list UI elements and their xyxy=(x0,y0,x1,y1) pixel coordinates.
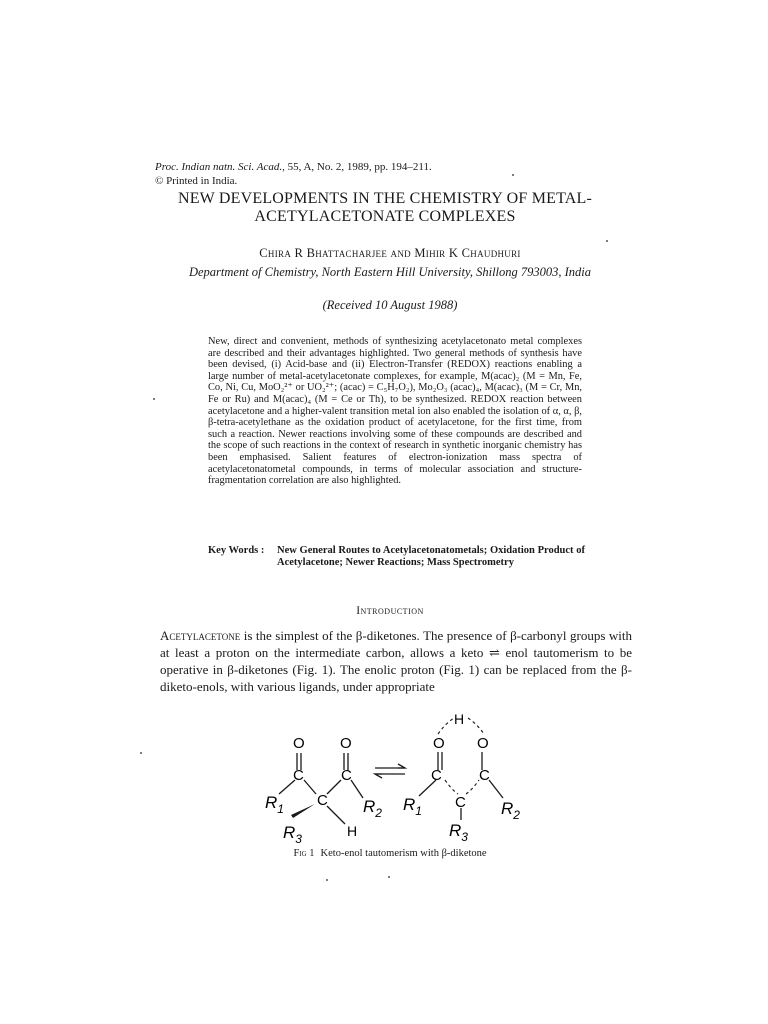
enol-atom-h: H xyxy=(454,711,465,727)
lead-word: Acetylacetone xyxy=(160,628,241,643)
title-line-1: NEW DEVELOPMENTS IN THE CHEMISTRY OF METAL- xyxy=(177,190,593,207)
keto-atom-o-left: O xyxy=(293,735,305,752)
enol-bond-r2 xyxy=(489,780,503,798)
keto-atom-c-left: C xyxy=(293,767,304,784)
scan-speck xyxy=(140,752,142,754)
enol-delocalized-left xyxy=(445,780,458,794)
enol-atom-c-right: C xyxy=(479,767,490,784)
keto-atom-c-center: C xyxy=(317,792,328,809)
enol-hbond-right xyxy=(468,718,484,734)
enol-hbond-left xyxy=(438,718,454,734)
scan-speck xyxy=(388,876,390,878)
scan-speck xyxy=(606,240,608,242)
keywords: New General Routes to Acetylacetonatometals; Oxidation Product of Acetylacetone; Newer Reactions; Mass Spectrometry xyxy=(277,545,585,568)
article-title xyxy=(140,190,630,226)
keto-bond-r2 xyxy=(351,780,363,798)
affiliation: Department of Chemistry, North Eastern Hill University, Shillong 793003, India xyxy=(188,265,592,279)
scan-speck xyxy=(512,174,514,176)
authors: Chira R Bhattacharjee and Mihir K Chaudhuri xyxy=(259,246,521,260)
enol-atom-c-center: C xyxy=(455,794,466,811)
keto-atom-h: H xyxy=(347,823,358,839)
enol-label-r3: $R_3$ xyxy=(449,821,468,844)
keto-label-r1: $R_1$ xyxy=(265,793,284,816)
enol-atom-c-left: C xyxy=(431,767,442,784)
figure-caption-text: Keto-enol tautomerism with β-diketone xyxy=(320,848,487,859)
abstract: New, direct and convenient, methods of synthesizing acetylacetonato metal complexes are described and their advantages highlighted. Two general methods of synthesis have been devised, (i) Acid-base and (ii) Electron-Transfer (REDOX) reactions enabling a large number of metal-acetylacetonate complexes, for example, M(acac)₂ (M = Mn, Fe, Co, Ni, Cu, MoO₂²⁺ or UO₂²⁺; (acac) = C₅H₇O₂), Mo₂O₃ (acac)₄, M(acac)₃ (M = Cr, Mn, Fe or Ru) and M(acac)₄ (M = Ce or Th), to be synthesized. REDOX reaction between acetylacetone and a higher-valent transition metal ion also enabled the isolation of α, α, β, β-tetra-acetylethane as the oxidation product of acetylacetone, for the first time, from such a reaction. Newer reactions involving some of these compounds are described and the scope of such reactions in the context of research in synthetic inorganic chemistry has been emphasised. Salient features of electron-ionization mass spectra of acetylacetonatometal compounds, in terms of molecular association and structure-fragmentation correlation are also highlighted. xyxy=(208,336,582,487)
citation xyxy=(155,161,432,174)
enol-atom-o-right: O xyxy=(477,735,489,752)
keto-label-r2: $R_2$ xyxy=(363,797,382,820)
enol-atom-o-left: O xyxy=(433,735,445,752)
keto-bond-h xyxy=(327,806,345,824)
citation-journal: Proc. Indian natn. Sci. Acad., xyxy=(155,161,285,173)
keto-atom-o-right: O xyxy=(340,735,352,752)
printed-notice: © Printed in India. xyxy=(155,175,238,187)
keto-label-r3: $R_3$ xyxy=(283,823,302,846)
keywords-label: Key Words : xyxy=(208,545,265,556)
enol-label-r2: $R_2$ xyxy=(501,799,520,822)
section-heading-introduction: Introduction xyxy=(356,605,424,617)
figure-caption xyxy=(150,848,630,859)
keto-atom-c-right: C xyxy=(341,767,352,784)
keto-wedge-bond-r3 xyxy=(291,804,315,818)
introduction-paragraph xyxy=(160,627,632,695)
enol-label-r1: $R_1$ xyxy=(403,795,422,818)
figure-label: Fig 1 xyxy=(293,848,315,859)
scan-speck xyxy=(153,398,155,400)
introduction-text: is the simplest of the β-diketones. The presence of β-carbonyl groups with at least a proton on the intermediate carbon, allows a keto ⇌ enol tautomerism to be operative in β-diketones (Fig. 1). The enolic proton (Fig. 1) can be replaced from the β-diketo-enols, with various ligands, under appropriate xyxy=(160,628,632,694)
figure-keto-enol xyxy=(255,708,535,853)
title-line-2: ACETYLACETONATE COMPLEXES xyxy=(254,208,516,225)
enol-delocalized-right xyxy=(466,780,479,794)
keto-enol-diagram xyxy=(255,708,535,848)
citation-details: 55, A, No. 2, 1989, pp. 194–211. xyxy=(287,161,432,173)
received-date: (Received 10 August 1988) xyxy=(322,298,458,312)
scan-speck xyxy=(326,879,328,881)
